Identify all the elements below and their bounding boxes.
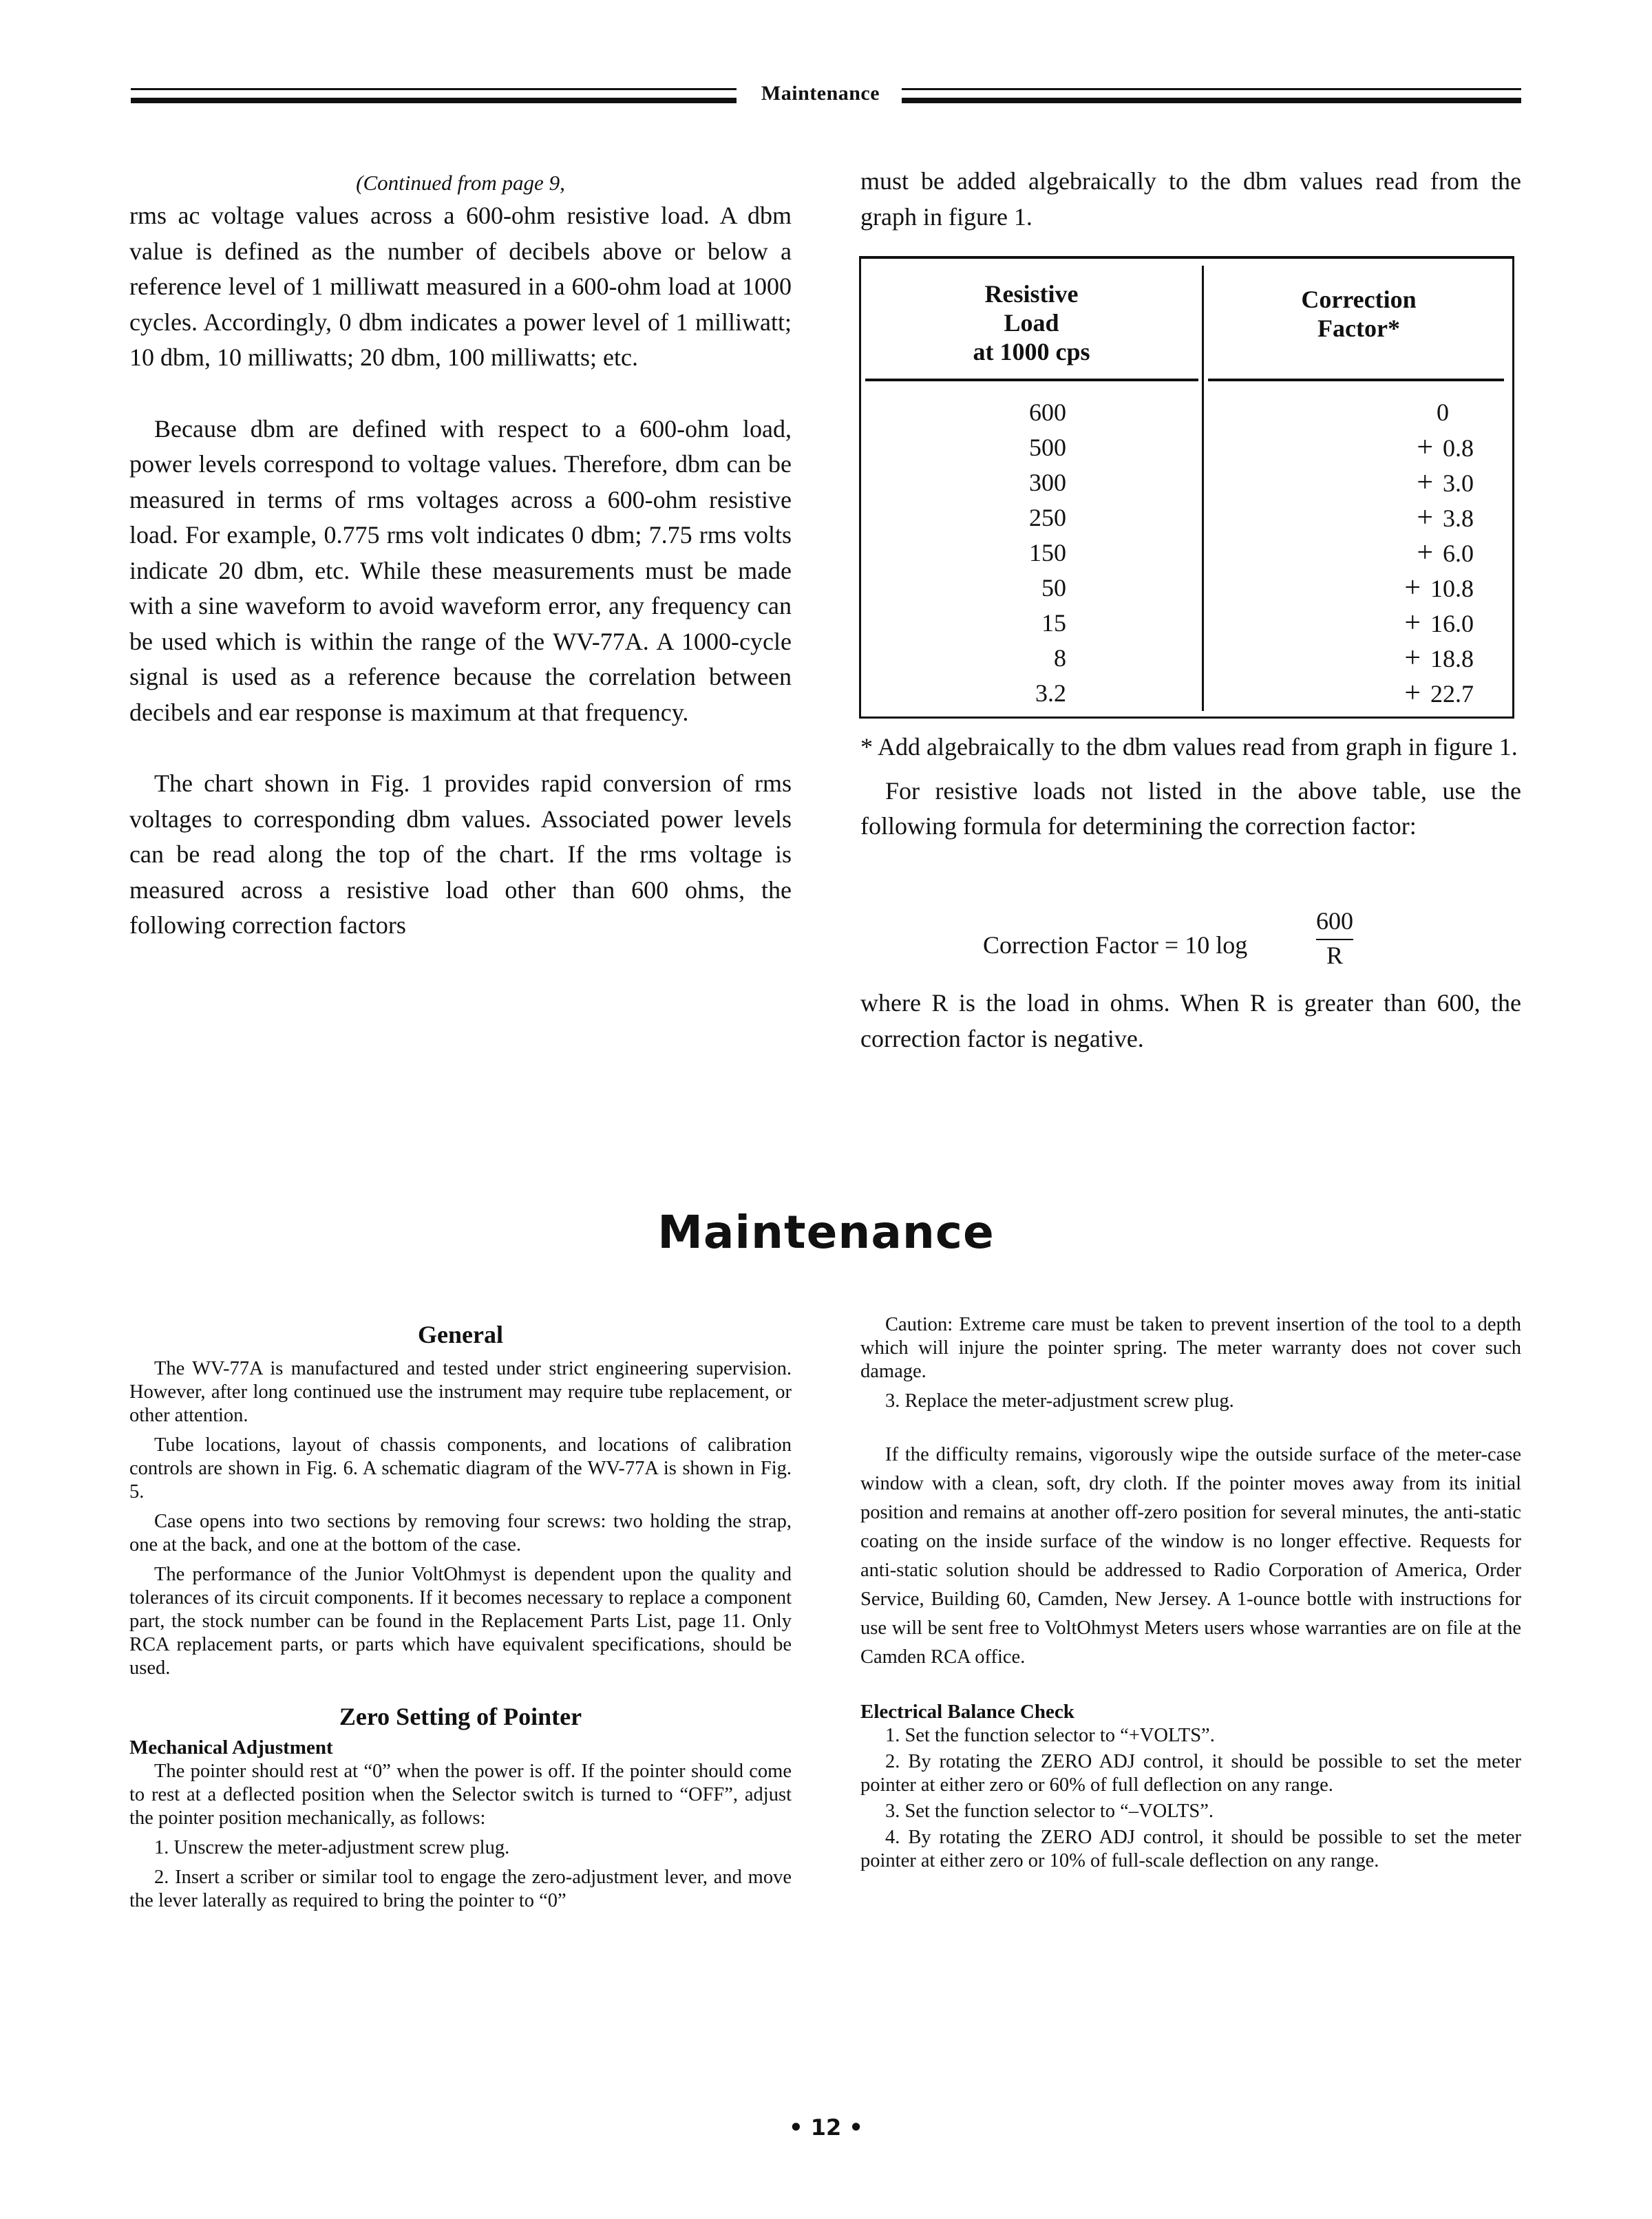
load-cell: 250 [1029, 504, 1066, 531]
factor-value: 0.8 [1443, 434, 1474, 462]
factor-value: 0 [1437, 399, 1449, 426]
running-title: Maintenance [761, 82, 880, 105]
load-cell: 300 [1029, 469, 1066, 496]
factor-cell [1204, 606, 1474, 641]
formula-lhs: Correction Factor = 10 log [983, 931, 1248, 959]
paragraph-formula-intro: For resistive loads not listed in the above table, use the following formula for determining the correction factor: [860, 776, 1521, 840]
load-cell: 8 [1054, 644, 1066, 672]
table-row [861, 676, 1512, 711]
factor-cell [1204, 500, 1474, 536]
running-header [131, 81, 1521, 109]
header-text: Factor* [1317, 315, 1400, 342]
heading-zero-setting: Zero Setting of Pointer [339, 1703, 582, 1730]
paragraph-table-intro: must be added algebraically to the dbm values read from the graph in figure 1. [860, 167, 1521, 231]
table-row [861, 500, 1512, 535]
load-cell: 15 [1041, 609, 1066, 637]
header-text: Correction [1301, 286, 1417, 313]
formula-numerator: 600 [1316, 907, 1353, 935]
paragraph-general-4: The performance of the Junior VoltOhmyst is dependent upon the quality and tolerances of its circuit components. If it becomes necessary to replace a component part, the stock number can be found in the Replacement Parts List, page 11. Only RCA replacement parts, or parts which have equivalent specifications, should be used. [129, 1564, 792, 1679]
paragraph-anti-static: If the difficulty remains, vigorously wipe the outside surface of the meter-case window with a clean, soft, dry cloth. If the pointer moves away from its initial position and remains at another off-zero position for several minutes, the anti-static coating on the inside surface of the window is no longer effective. Requests for anti-static solution should be addressed to Radio Corporation of America, Order Service, Building 60, Camden, New Jersey. A 1-ounce bottle with instructions for use will be sent free to VoltOhmyst Meters users whose warranties are on file at the Camden RCA office. [860, 1444, 1521, 1668]
factor-cell [1204, 535, 1474, 571]
top-right-formula-after [860, 986, 1521, 1057]
plus-sign: + [1417, 467, 1433, 498]
plus-sign: + [1404, 572, 1421, 604]
factor-cell [1204, 571, 1474, 606]
paragraph-formula-explanation: where R is the load in ohms. When R is greater than 600, the correction factor is negative. [860, 989, 1521, 1052]
factor-value: 18.8 [1430, 645, 1474, 672]
paragraph-general-2: Tube locations, layout of chassis components, and locations of calibration controls are shown in Fig. 6. A schematic diagram of the WV-77A is shown in Fig. 5. [129, 1434, 792, 1503]
plus-sign: + [1417, 502, 1433, 533]
load-cell: 150 [1029, 539, 1066, 566]
header-text: Load [1004, 309, 1059, 337]
table-header-rule-right [1208, 379, 1504, 381]
table-header-correction-factor [1204, 285, 1514, 343]
factor-value: 3.0 [1443, 469, 1474, 497]
paragraph-dbm-definition: rms ac voltage values across a 600-ohm resistive load. A dbm value is defined as the number of decibels above or below a reference level of 1 milliwatt measured in a 600-ohm load at 1000 cycles. Accordingly, 0 dbm indicates a power level of 1 milliwatt; 10 dbm, 10 milliwatts; 20 dbm, 100 milliwatts; etc. [129, 202, 792, 371]
correction-factor-table [859, 256, 1514, 719]
table-row [861, 430, 1512, 465]
step-1: 1. Unscrew the meter-adjustment screw plug. [154, 1837, 510, 1858]
header-rule-right [902, 81, 1521, 109]
load-cell: 600 [1029, 399, 1066, 426]
paragraph-general-1: The WV-77A is manufactured and tested under strict engineering supervision. However, after long continued use the instrument may require tube replacement, or other attention. [129, 1358, 792, 1426]
formula-fraction [1316, 907, 1353, 969]
top-right-intro [860, 164, 1521, 235]
heading-mechanical-adjustment: Mechanical Adjustment [129, 1737, 333, 1759]
paragraph-chart-reference: The chart shown in Fig. 1 provides rapid conversion of rms voltages to corresponding dbm values. Associated power levels can be read along the top of the chart. If the rms voltage is measured across a resistive load other than 600 ohms, the following correction factors [129, 769, 792, 939]
plus-sign: + [1404, 642, 1421, 674]
heading-general: General [418, 1321, 503, 1348]
header-rule-left [131, 81, 737, 109]
table-row [861, 571, 1512, 606]
load-cell: 3.2 [1035, 679, 1066, 707]
factor-cell [1204, 641, 1474, 677]
factor-value: 6.0 [1443, 540, 1474, 567]
paragraph-mechanical-1: The pointer should rest at “0” when the power is off. If the pointer should come to rest at a deflected position when the Selector switch is turned to “OFF”, adjust the pointer position mechanically, as follows: [129, 1761, 792, 1829]
balance-step-2: 2. By rotating the ZERO ADJ control, it should be possible to set the meter pointer at either zero or 60% of full deflection on any range. [860, 1751, 1521, 1796]
step-2: 2. Insert a scriber or similar tool to engage the zero-adjustment lever, and move the lever laterally as required to bring the pointer to “0” [129, 1867, 792, 1911]
table-row [861, 535, 1512, 571]
bottom-left-column [129, 1319, 792, 1919]
factor-value: 10.8 [1430, 575, 1474, 602]
balance-step-4: 4. By rotating the ZERO ADJ control, it should be possible to set the meter pointer at either zero or 10% of full-scale deflection on any range. [860, 1827, 1521, 1871]
factor-cell [1204, 395, 1449, 430]
header-text: at 1000 cps [973, 338, 1090, 365]
section-title: Maintenance [657, 1206, 995, 1259]
table-header-resistive-load [861, 279, 1202, 366]
plus-sign: + [1404, 607, 1421, 639]
header-text: Resistive [984, 280, 1079, 308]
formula-denominator: R [1326, 942, 1343, 969]
factor-value: 16.0 [1430, 610, 1474, 637]
table-row [861, 395, 1512, 430]
paragraph-dbm-voltage: Because dbm are defined with respect to a 600-ohm load, power levels correspond to voltage values. Therefore, dbm can be measured in terms of rms voltages across a 600-ohm resistive load. For example, 0.775 rms volt indicates 0 dbm; 7.75 rms volts indicate 20 dbm, etc. While these measurements must be made with a sine waveform to avoid waveform error, any frequency can be used which is within the range of the WV-77A. A 1000-cycle signal is used as a reference because the correlation between decibels and ear response is maximum at that frequency. [129, 414, 792, 726]
plus-sign: + [1417, 432, 1433, 463]
table-row [861, 641, 1512, 676]
plus-sign: + [1404, 677, 1421, 709]
load-cell: 500 [1029, 434, 1066, 461]
bottom-right-column [860, 1313, 1521, 1879]
table-row [861, 606, 1512, 641]
page-number: • 12 • [789, 2114, 863, 2141]
table-header-rule-left [865, 379, 1198, 381]
top-right-after-table [860, 730, 1521, 845]
balance-step-1: 1. Set the function selector to “+VOLTS”. [885, 1725, 1215, 1746]
load-cell: 50 [1041, 574, 1066, 602]
factor-value: 22.7 [1430, 680, 1474, 708]
factor-cell [1204, 465, 1474, 501]
plus-sign: + [1417, 537, 1433, 569]
balance-step-3: 3. Set the function selector to “–VOLTS”. [885, 1801, 1214, 1822]
caution-note: Caution: Extreme care must be taken to prevent insertion of the tool to a depth which will injure the pointer spring. The meter warranty does not cover such damage. [860, 1314, 1521, 1382]
table-body [861, 395, 1512, 711]
paragraph-general-3: Case opens into two sections by removing four screws: two holding the strap, one at the back, and one at the bottom of the case. [129, 1511, 792, 1556]
table-footnote: * Add algebraically to the dbm values read from graph in figure 1. [860, 733, 1518, 761]
factor-value: 3.8 [1443, 505, 1474, 532]
top-left-column [129, 168, 792, 944]
step-3: 3. Replace the meter-adjustment screw plug. [885, 1390, 1234, 1412]
fraction-bar [1316, 939, 1353, 940]
heading-electrical-balance: Electrical Balance Check [860, 1701, 1074, 1723]
correction-formula [860, 907, 1521, 983]
table-row [861, 465, 1512, 500]
factor-cell [1204, 430, 1474, 466]
continued-note: (Continued from page 9, [356, 171, 565, 195]
factor-cell [1204, 676, 1474, 712]
